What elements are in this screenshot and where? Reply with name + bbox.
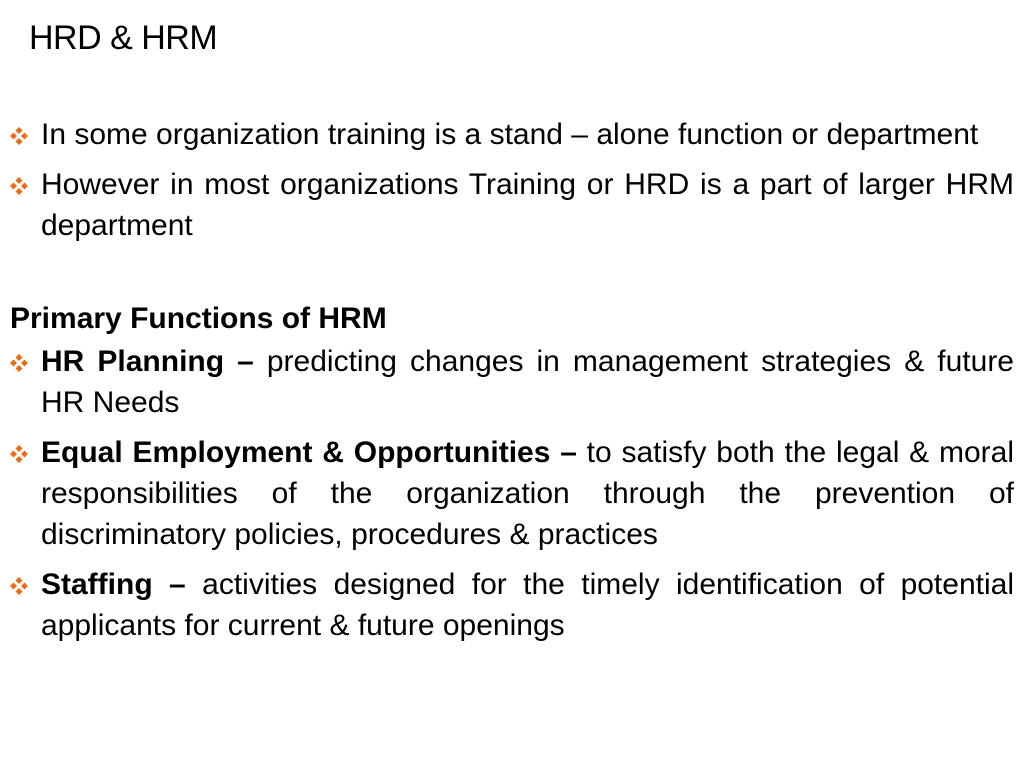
list-item — [10, 114, 1014, 155]
list-item — [10, 564, 1014, 646]
function-term: Staffing – — [41, 568, 186, 601]
function-description: to satisfy both the legal & moral responsibilities of the organization through the prevention of discriminatory policies, procedures & practices — [41, 436, 1014, 551]
list-item — [10, 341, 1014, 423]
function-description: predicting changes in management strategies & future HR Needs — [41, 345, 1014, 419]
bullet-text: In some organization training is a stand – alone function or department — [41, 118, 979, 151]
bullet-text: However in most organizations Training or HRD is a part of larger HRM department — [41, 168, 1014, 242]
diamond-bullet-icon — [10, 177, 28, 195]
diamond-bullet-icon — [10, 127, 28, 145]
section-heading: Primary Functions of HRM — [10, 302, 387, 335]
slide-content — [10, 114, 1014, 655]
function-bullet-list — [10, 341, 1014, 646]
diamond-bullet-icon — [10, 445, 28, 463]
slide-title: HRD & HRM — [29, 19, 218, 57]
intro-bullet-list — [10, 114, 1014, 246]
function-description: activities designed for the timely identification of potential applicants for current & future openings — [41, 568, 1014, 642]
function-term: HR Planning – — [41, 345, 254, 378]
function-term: Equal Employment & Opportunities – — [41, 436, 577, 469]
diamond-bullet-icon — [10, 577, 28, 595]
list-item — [10, 164, 1014, 246]
diamond-bullet-icon — [10, 354, 28, 372]
list-item — [10, 432, 1014, 555]
